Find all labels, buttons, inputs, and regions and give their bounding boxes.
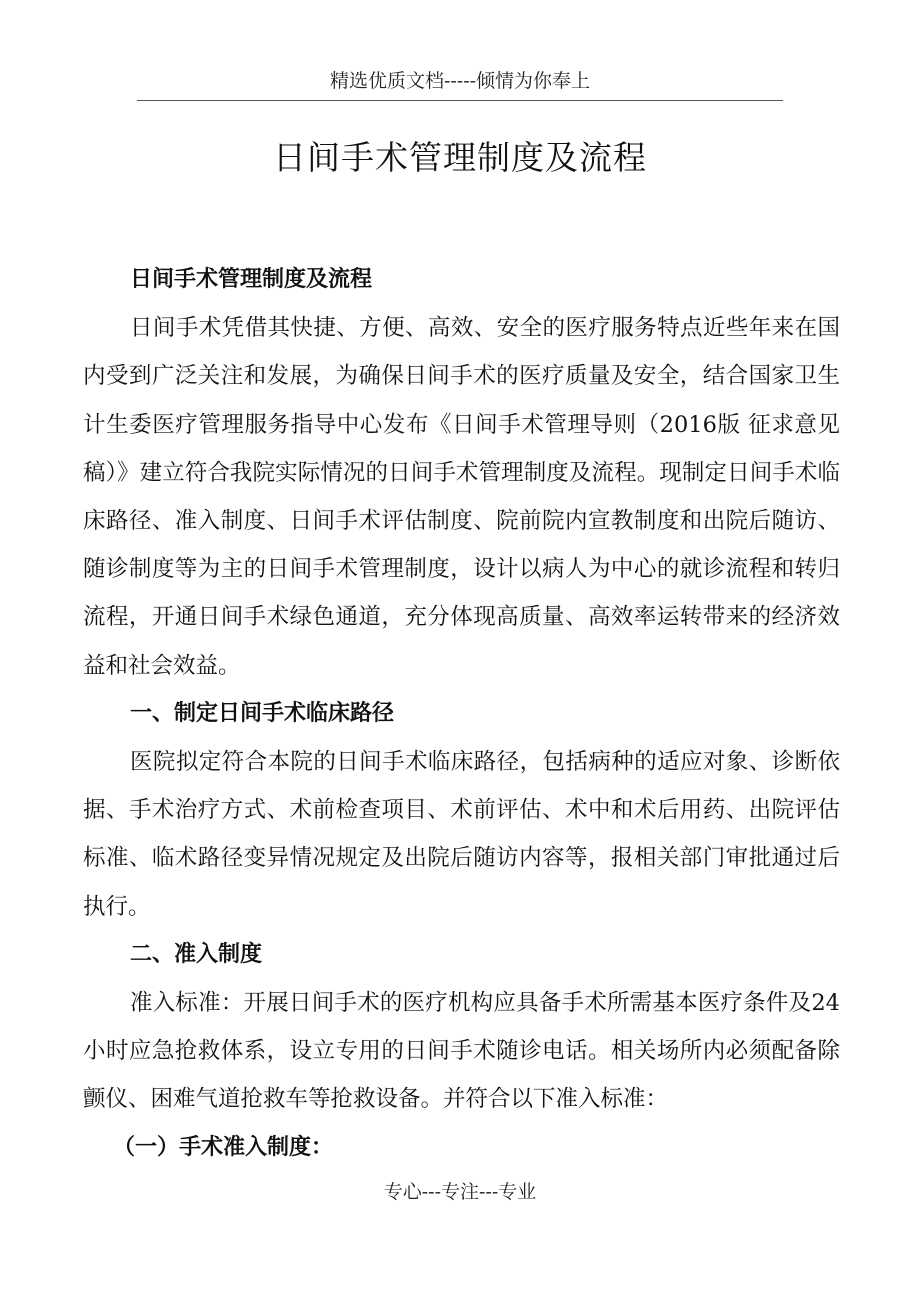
section-heading-2: 二、准入制度 [130, 941, 263, 967]
page-header: 精选优质文档-----倾情为你奉上 [329, 70, 591, 92]
intro-paragraph: 日间手术凭借其快捷、方便、高效、安全的医疗服务特点近些年来在国内受到广泛关注和发展，为确保日间手术的医疗质量及安全，结合国家卫生计生委医疗管理服务指导中心发布《日间手术管理导则（2016版 征求意见稿）》建立符合我院实际情况的日间手术管理制度及流程。现制定日间手术临床路径、准入制度、日间手术评估制度、院前院内宣教制度和出院后随访、随诊制度等为主的日间手术管理制度，设计以病人为中心的就诊流程和转归流程，开通日间手术绿色通道，充分体现高质量、高效率运转带来的经济效益和社会效益。 [83, 315, 840, 679]
subsection-heading: （一）手术准入制度： [113, 1134, 334, 1160]
section-paragraph-1: 医院拟定符合本院的日间手术临床路径，包括病种的适应对象、诊断依据、手术治疗方式、术前检查项目、术前评估、术中和术后用药、出院评估标准、临术路径变异情况规定及出院后随访内容等，报相关部门审批通过后执行。 [83, 749, 840, 920]
document-body [83, 256, 840, 1172]
section-paragraph-2: 准入标准：开展日间手术的医疗机构应具备手术所需基本医疗条件及24小时应急抢救体系，设立专用的日间手术随诊电话。相关场所内必须配备除颤仪、困难气道抢救车等抢救设备。并符合以下准入标准： [83, 990, 840, 1113]
section-heading-1: 一、制定日间手术临床路径 [130, 700, 395, 726]
section-subtitle: 日间手术管理制度及流程 [130, 267, 373, 292]
page-footer: 专心---专注---专业 [383, 1181, 537, 1203]
header-divider [137, 100, 783, 101]
document-title: 日间手术管理制度及流程 [273, 138, 647, 177]
